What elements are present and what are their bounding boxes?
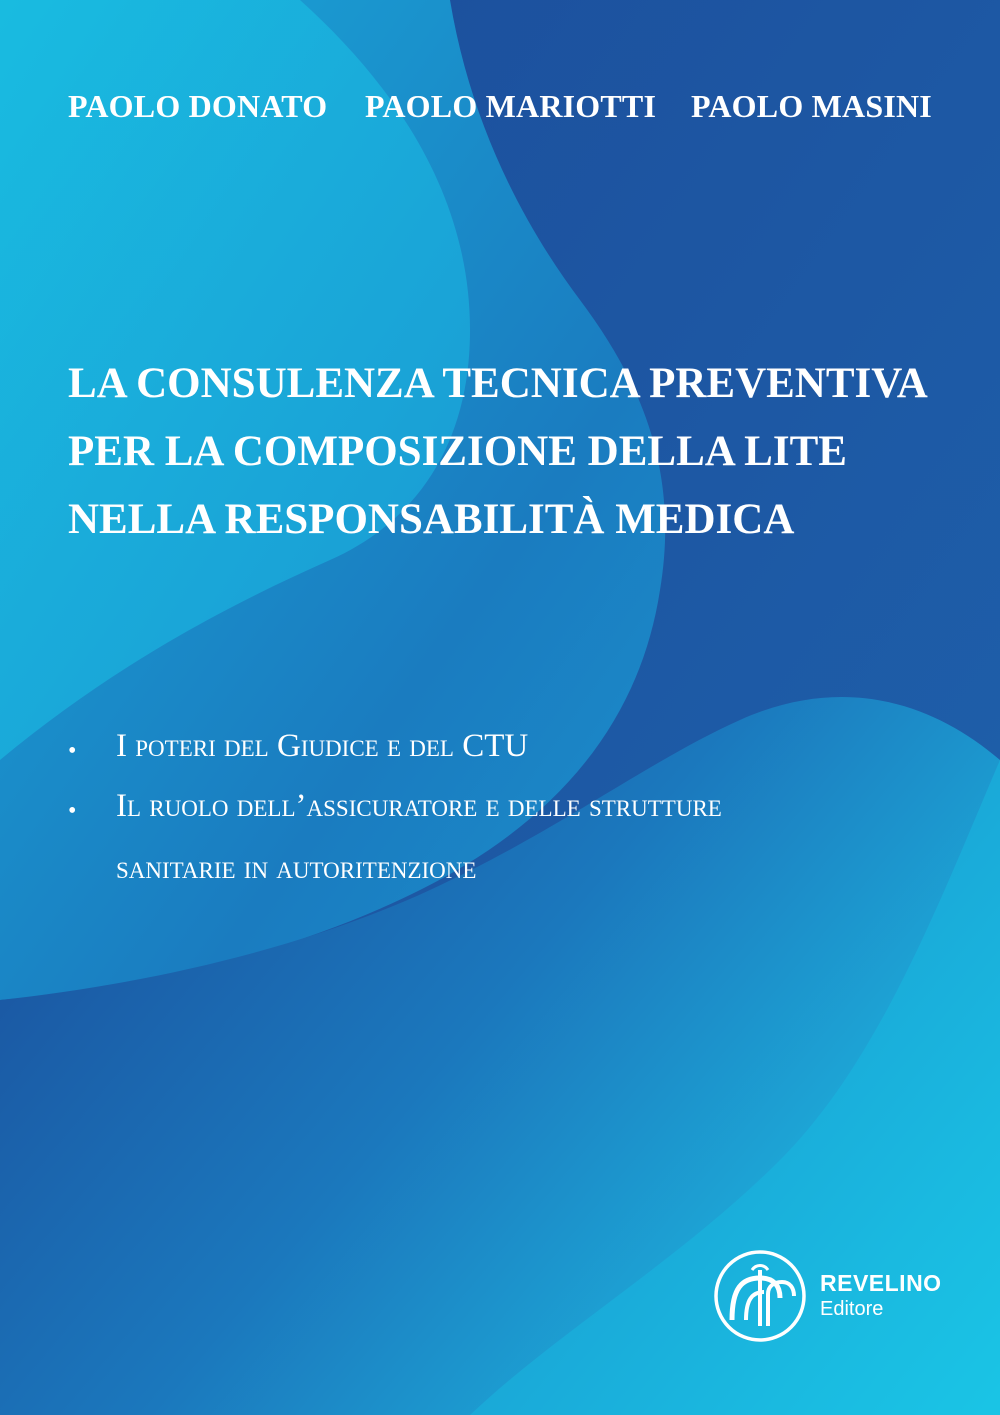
title-line: NELLA RESPONSABILITÀ MEDICA [68, 496, 795, 543]
publisher-logo [712, 1248, 972, 1348]
bullet-dot-icon: • [68, 798, 77, 824]
list-item-text: Il ruolo dell’assicuratore e delle strutture [116, 788, 722, 824]
author-name: PAOLO MARIOTTI [365, 88, 657, 124]
list-item-text: sanitarie in autoritenzione [116, 850, 477, 886]
author-name: PAOLO DONATO [68, 88, 328, 124]
list-item-continuation [68, 848, 948, 908]
bullet-dot-icon: • [68, 738, 77, 764]
publisher-name: REVELINO [820, 1270, 942, 1296]
book-title [68, 350, 968, 554]
list-item [68, 728, 948, 788]
publisher-subtitle: Editore [820, 1298, 884, 1320]
list-item [68, 788, 948, 848]
author-list [68, 88, 948, 138]
topic-list [68, 728, 948, 908]
title-line: LA CONSULENZA TECNICA PREVENTIVA [68, 360, 928, 407]
title-line: PER LA COMPOSIZIONE DELLA LITE [68, 428, 847, 475]
revelino-logo-icon [712, 1248, 808, 1344]
author-name: PAOLO MASINI [691, 88, 932, 124]
list-item-text: I poteri del Giudice e del CTU [116, 728, 529, 764]
